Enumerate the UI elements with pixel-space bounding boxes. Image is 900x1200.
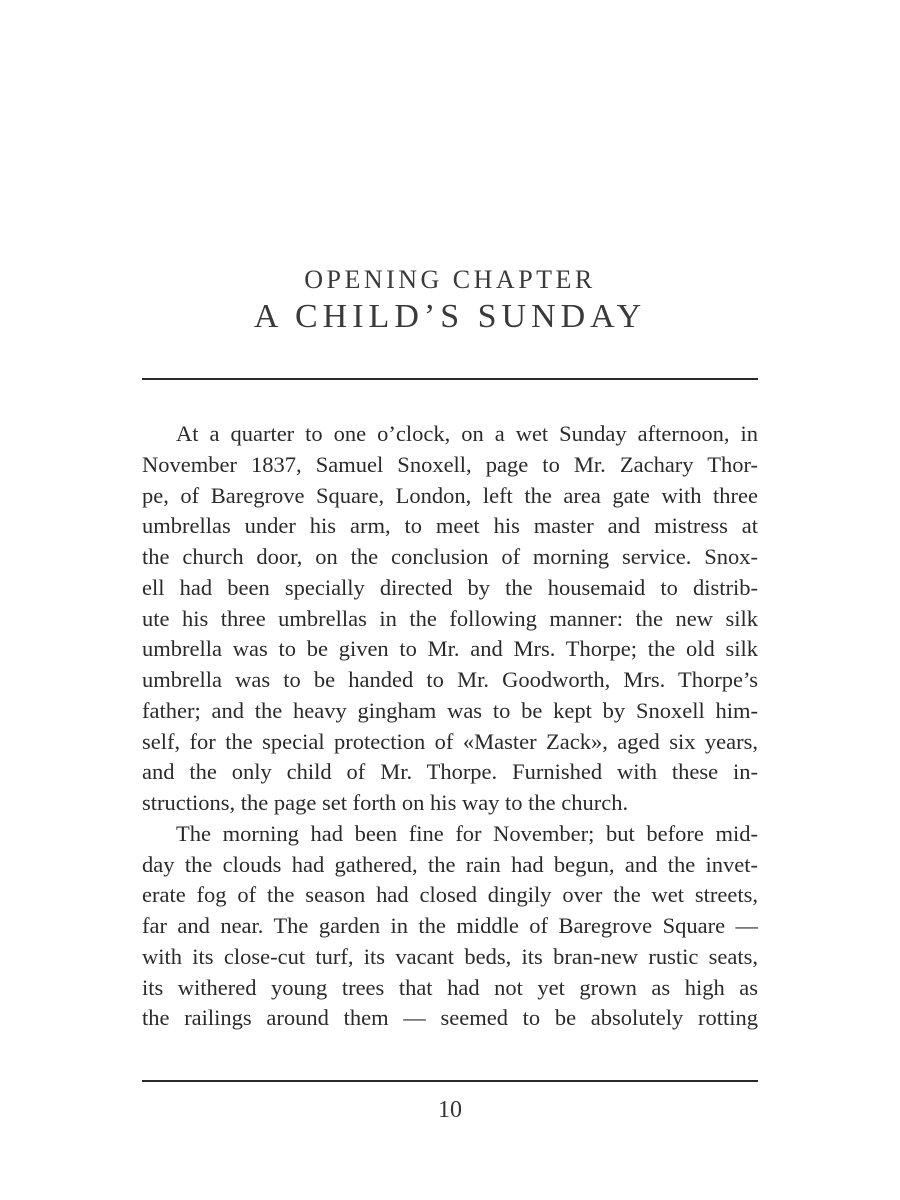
text-line: umbrella was to be handed to Mr. Goodworth, Mrs. Thorpe’s <box>142 667 758 692</box>
text-line: erate fog of the season had closed dingily over the wet streets, <box>142 882 758 908</box>
text-line: umbrella was to be given to Mr. and Mrs. Thorpe; the old silk <box>142 636 758 662</box>
top-divider <box>142 378 758 380</box>
text-line: umbrellas under his arm, to meet his master and mistress at <box>142 513 758 539</box>
text-line: and the only child of Mr. Thorpe. Furnished with these in- <box>142 759 758 785</box>
chapter-label: OPENING CHAPTER <box>304 265 596 294</box>
text-line: The morning had been fine for November; but before mid- <box>176 820 758 846</box>
text-line: the railings around them — seemed to be absolutely rotting <box>142 1005 758 1031</box>
text-line: the church door, on the conclusion of morning service. Snox- <box>142 544 758 569</box>
text-line: far and near. The garden in the middle of Baregrove Square — <box>142 913 758 938</box>
text-line: day the clouds had gathered, the rain had begun, and the invet- <box>142 851 758 877</box>
text-line: father; and the heavy gingham was to be kept by Snoxell him- <box>142 697 758 723</box>
chapter-title: A CHILD’S SUNDAY <box>253 298 647 335</box>
text-line: ell had been specially directed by the housemaid to distrib- <box>142 574 758 600</box>
body-text <box>142 419 758 1034</box>
text-line: pe, of Baregrove Square, London, left the area gate with three <box>142 482 758 508</box>
text-line: its withered young trees that had not yet grown as high as <box>142 974 758 1000</box>
page-number: 10 <box>438 1097 462 1123</box>
text-line: with its close-cut turf, its vacant beds, its bran-new rustic seats, <box>142 943 758 969</box>
text-line: November 1837, Samuel Snoxell, page to Mr. Zachary Thor- <box>142 451 758 477</box>
text-line: structions, the page set forth on his way to the church. <box>142 790 629 815</box>
bottom-divider <box>142 1080 758 1082</box>
text-line: ute his three umbrellas in the following manner: the new silk <box>142 605 758 631</box>
text-line: self, for the special protection of «Master Zack», aged six years, <box>142 728 758 754</box>
text-line: At a quarter to one o’clock, on a wet Sunday afternoon, in <box>176 421 758 446</box>
